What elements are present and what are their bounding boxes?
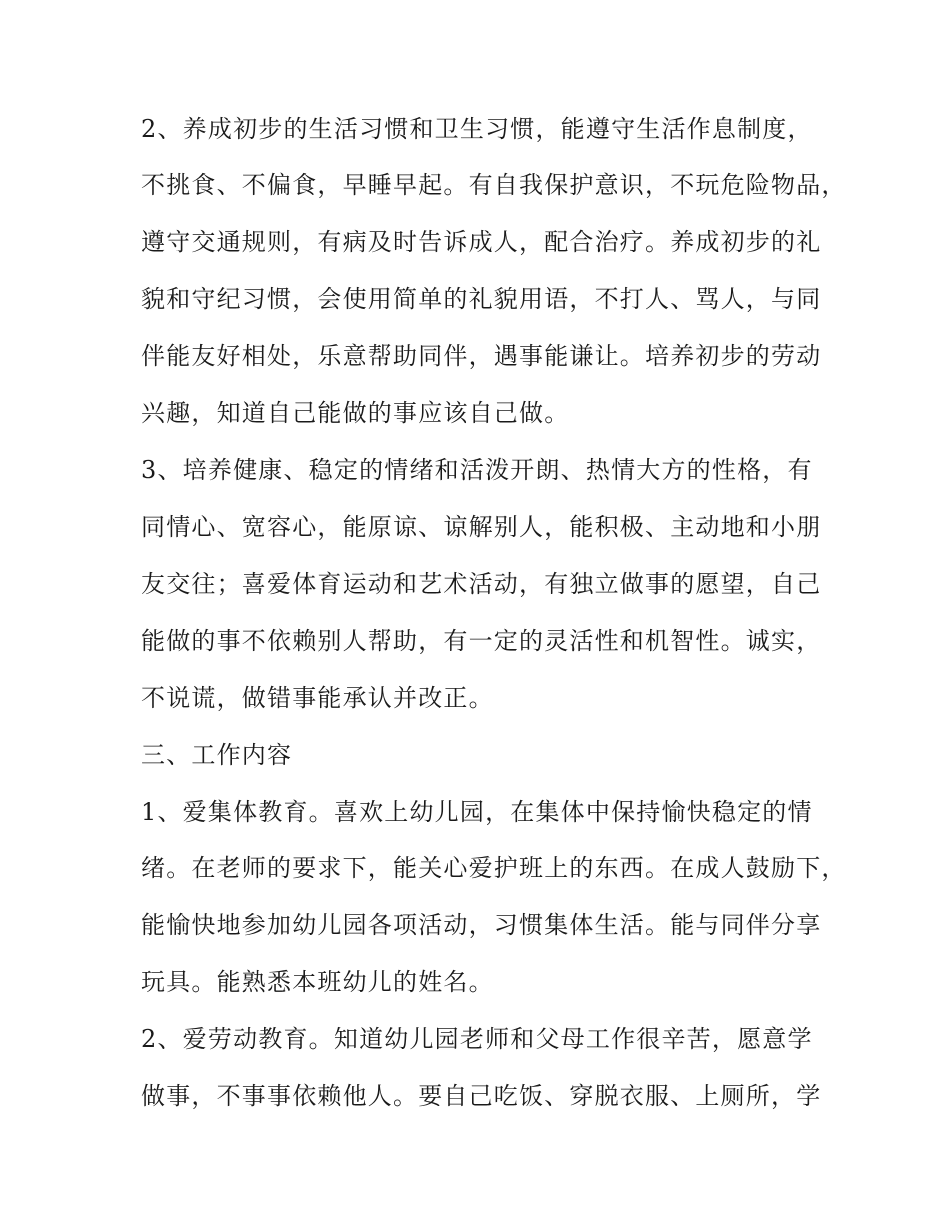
text-line: 3、培养健康、稳定的情绪和活泼开朗、热情大方的性格，有 <box>141 456 813 484</box>
text-line: 遵守交通规则，有病及时告诉成人，配合治疗。养成初步的礼 <box>141 228 822 256</box>
text-line: 能愉快地参加幼儿园各项活动，习惯集体生活。能与同伴分享 <box>141 911 822 939</box>
text-line: 兴趣，知道自己能做的事应该自己做。 <box>141 399 570 427</box>
text-line: 伴能友好相处，乐意帮助同伴，遇事能谦让。培养初步的劳动 <box>141 342 822 370</box>
text-line: 不挑食、不偏食，早睡早起。有自我保护意识，不玩危险物品， <box>141 171 847 199</box>
text-line: 貌和守纪习惯，会使用简单的礼貌用语，不打人、骂人，与同 <box>141 285 822 313</box>
text-line: 友交往；喜爱体育运动和艺术活动，有独立做事的愿望，自己 <box>141 570 822 598</box>
text-line: 玩具。能熟悉本班幼儿的姓名。 <box>141 968 494 996</box>
section-heading: 三、工作内容 <box>141 741 293 769</box>
text-line: 绪。在老师的要求下，能关心爱护班上的东西。在成人鼓励下， <box>141 854 847 882</box>
text-line: 2、爱劳动教育。知道幼儿园老师和父母工作很辛苦，愿意学 <box>141 1025 813 1053</box>
text-line: 做事，不事事依赖他人。要自己吃饭、穿脱衣服、上厕所，学 <box>141 1082 822 1110</box>
text-line: 2、养成初步的生活习惯和卫生习惯，能遵守生活作息制度， <box>141 115 813 143</box>
text-line: 不说谎，做错事能承认并改正。 <box>141 684 494 712</box>
text-line: 能做的事不依赖别人帮助，有一定的灵活性和机智性。诚实， <box>141 627 822 655</box>
text-line: 同情心、宽容心，能原谅、谅解别人，能积极、主动地和小朋 <box>141 513 822 541</box>
text-line: 1、爱集体教育。喜欢上幼儿园，在集体中保持愉快稳定的情 <box>141 798 813 826</box>
